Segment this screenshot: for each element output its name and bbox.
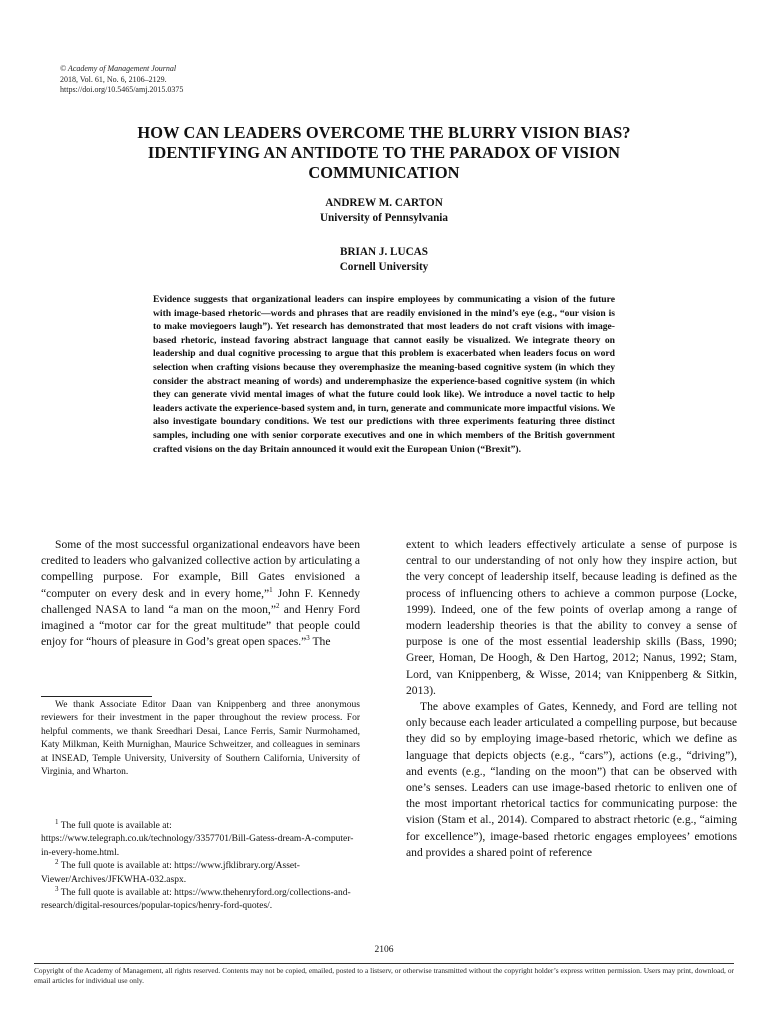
- body-paragraph: extent to which leaders effectively articulate a sense of purpose is central to our understanding of not only how they inspire action, but the very concept of leadership itself, because leading is defined as the process of influencing others to achieve a common purpose (Locke, 1999). Indeed, one of the few points of overlap among a range of modern leadership theories is that the ability to convey a sense of purpose is one of the most essential leadership skills (Bass, 1990; Greer, Homan, De Hoogh, & Den Hartog, 2012; Nanus, 1992; Stam, Lord, van Knippenberg, & Wisse, 2014; van Knippenberg & Sitkin, 2013).: [406, 538, 737, 697]
- author-affiliation: University of Pennsylvania: [319, 212, 449, 224]
- doi-link[interactable]: https://doi.org/10.5465/amj.2015.0375: [60, 85, 184, 94]
- footnote: $^2$ The full quote is available at: https://www.jfklibrary.org/Asset-Viewer/Archives/JFKWHA-032.aspx.: [41, 858, 300, 885]
- footnote-mark[interactable]: 2: [275, 601, 280, 610]
- footnote: $^1$ The full quote is available at: https://www.telegraph.co.uk/technology/3357701/Bill-Gatess-dream-A-computer-in-every-home.html.: [41, 817, 354, 858]
- footnote-mark[interactable]: 3: [306, 634, 310, 643]
- journal-name: © Academy of Management Journal: [60, 64, 177, 73]
- body-column-right: [406, 537, 737, 861]
- copyright-notice: Copyright of the Academy of Management, all rights reserved. Contents may not be copied, emailed, posted to a listserv, or otherwise transmitted without the copyright holder’s express written permission. Users may print, download, or email articles for individual use only.: [34, 966, 734, 985]
- author-affiliation: Cornell University: [339, 261, 429, 273]
- volume-info: 2018, Vol. 61, No. 6, 2106–2129.: [60, 74, 167, 84]
- article-title: HOW CAN LEADERS OVERCOME THE BLURRY VISION BIAS? IDENTIFYING AN ANTIDOTE TO THE PARADOX OF VISION COMMUNICATION: [137, 123, 631, 182]
- acknowledgment: We thank Associate Editor Daan van Knippenberg and three anonymous reviewers for their investment in the paper throughout the review process. For helpful comments, we thank Sreedhari Desai, Lance Ferris, Samir Nurmohamed, Katy Milkman, Keith Murnighan, Maurice Schweitzer, and colleagues in seminars at INSEAD, Temple University, University of Southern California, University of Virginia, and Wharton.: [41, 700, 360, 778]
- author-block-1: [200, 196, 568, 226]
- journal-meta: [60, 64, 360, 96]
- footnote-divider: [41, 696, 152, 697]
- footnote-mark[interactable]: 1: [269, 585, 273, 594]
- footnotes: [41, 817, 360, 914]
- footer-divider: [34, 963, 734, 964]
- abstract: Evidence suggests that organizational leaders can inspire employees by communicating a vision of the future with image-based rhetoric—words and phrases that are readily envisioned in the mind’s eye (e.g., “our vision is to make moviegoers laugh”). Yet research has demonstrated that most leaders do not craft visions with image-based rhetoric, instead favoring abstract language that cannot easily be visualized. We integrate theory on leadership and dual cognitive processing to argue that this problem is exacerbated when leaders focus on word selection when crafting visions because they overemphasize the meaning-based cognitive system (in which they consider the abstract meaning of words) and underemphasize the experience-based cognitive system (in which they can generate vivid mental images of what the future could look like). We introduce a novel tactic to help leaders activate the experience-based system and, in turn, generate and communicate more impactful visions. We also investigate boundary conditions. We test our predictions with three experiments featuring three distinct samples, including one with senior corporate executives and one in which members of the British government crafted visions on the day Britain announced it would exit the European Union (“Brexit”).: [153, 294, 615, 455]
- author-name: ANDREW M. CARTON: [325, 197, 443, 209]
- page-number: 2106: [374, 945, 394, 955]
- author-name: BRIAN J. LUCAS: [340, 246, 428, 258]
- body-paragraph: The above examples of Gates, Kennedy, and Ford are telling not only because each leader articulated a compelling purpose, but because they did so by employing image-based rhetoric, which we define as language that depicts objects (e.g., “cars”), actions (e.g., “driving”), and events (e.g., “landing on the moon”) that can be observed with one’s senses. Leaders can use image-based rhetoric to enliven one of the most important rhetorical tactics for communicating purpose: the vision (Stam et al., 2014). Compared to abstract rhetoric (e.g., “aiming for excellence”), image-based rhetoric engages employees’ emotions and provides a shared point of reference: [406, 700, 737, 859]
- author-block-2: [200, 245, 568, 275]
- body-column-left: [41, 537, 360, 650]
- body-paragraph: Some of the most successful organizational endeavors have been credited to leaders who galvanized collective action by articulating a compelling purpose. For example, Bill Gates envisioned a “computer on every desk and in every home,”$^1$ John F. Kennedy challenged NASA to land “a man on the moon,”$^2$ and Henry Ford imagined a “motor car for the great multitude” that people could enjoy for “hours of pleasure in God’s great open spaces.”$^3$ The: [41, 538, 360, 649]
- footnote: $^3$ The full quote is available at: https://www.thehenryford.org/collections-and-research/digital-resources/popular-topics/henry-ford-quotes/.: [41, 884, 351, 912]
